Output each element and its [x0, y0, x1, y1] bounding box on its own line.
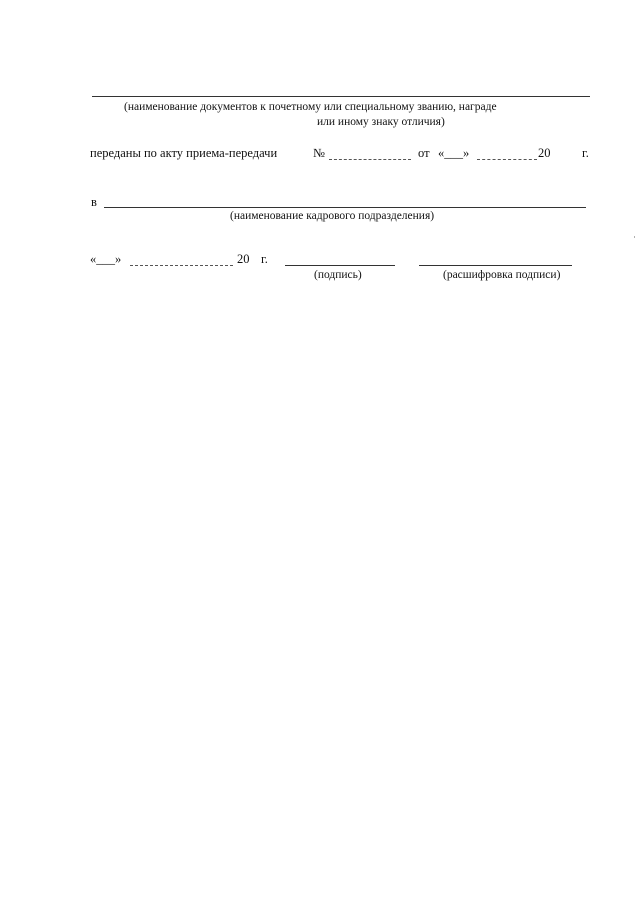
- documents-caption-line2: или иному знаку отличия): [317, 116, 445, 128]
- signature-year-suffix: г.: [261, 252, 268, 266]
- signature-line[interactable]: [285, 265, 395, 266]
- documents-name-line[interactable]: [92, 96, 590, 97]
- department-name-line[interactable]: [104, 207, 586, 208]
- scan-speck: [634, 236, 635, 238]
- from-word: от: [418, 146, 430, 160]
- signature-caption: (подпись): [314, 269, 362, 281]
- signature-month-blank[interactable]: [130, 265, 233, 266]
- act-month-blank[interactable]: [477, 159, 537, 160]
- act-number-blank[interactable]: [329, 159, 411, 160]
- number-sign: №: [313, 146, 325, 160]
- decryption-caption: (расшифровка подписи): [443, 269, 561, 281]
- act-day-blank[interactable]: «___»: [438, 146, 470, 160]
- documents-caption-line1: (наименование документов к почетному или специальному званию, награде: [124, 101, 497, 113]
- act-year-suffix: г.: [582, 146, 589, 160]
- department-caption: (наименование кадрового подразделения): [230, 210, 435, 222]
- decryption-line[interactable]: [419, 265, 572, 266]
- signature-day-blank[interactable]: «___»: [90, 252, 122, 266]
- transfer-text: переданы по акту приема-передачи: [90, 146, 278, 160]
- department-prefix: в: [91, 195, 97, 209]
- act-year-prefix: 20: [538, 146, 551, 160]
- signature-year-prefix: 20: [237, 252, 250, 266]
